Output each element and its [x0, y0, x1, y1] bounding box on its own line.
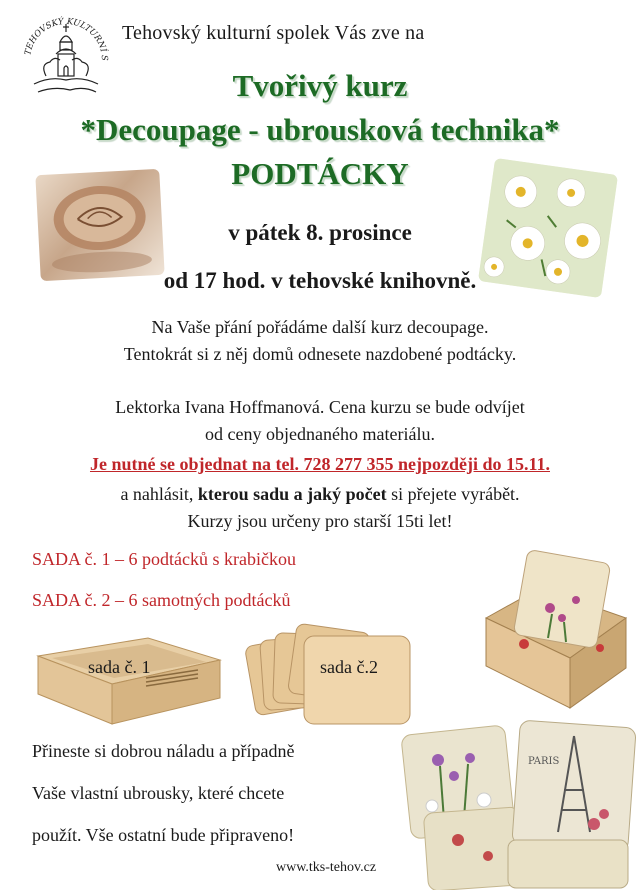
set-2-description: SADA č. 2 – 6 samotných podtácků [32, 590, 291, 610]
paris-coasters-photo [398, 700, 638, 890]
set-1-label: sada č. 1 [88, 657, 151, 677]
course-product: PODTÁCKY [231, 156, 409, 191]
order-suffix: si přejete vyrábět. [386, 484, 520, 504]
svg-text:TEHOVSKÝ KULTURNÍ SPOLEK [20, 6, 110, 61]
set-2-label: sada č.2 [320, 657, 378, 677]
event-time-place: od 17 hod. v tehovské knihovně. [163, 268, 477, 293]
event-date: v pátek 8. prosince [228, 220, 412, 245]
intro-line-1: Na Vaše přání pořádáme další kurz decoupage. [151, 317, 489, 337]
course-title: Tvořivý kurz [232, 68, 408, 103]
website-link[interactable]: www.tks-tehov.cz [276, 860, 377, 875]
invitation-text: Tehovský kulturní spolek Vás zve na [122, 22, 425, 44]
course-subtitle: *Decoupage - ubrousková technika* [80, 112, 560, 147]
closing-line-3: použít. Vše ostatní bude připraveno! [32, 825, 295, 845]
svg-text:PARIS: PARIS [528, 756, 560, 767]
closing-line-1: Přineste si dobrou náladu a případně [32, 741, 295, 761]
closing-line-2: Vaše vlastní ubrousky, které chcete [32, 783, 285, 803]
set-1-description: SADA č. 1 – 6 podtácků s krabičkou [32, 549, 296, 569]
intro-line-2: Tentokrát si z něj domů odnesete nazdobené podtácky. [123, 344, 517, 364]
lecturer-line-2: od ceny objednaného materiálu. [205, 424, 435, 444]
logo-text: TEHOVSKÝ KULTURNÍ S [23, 16, 110, 62]
order-emphasis: kterou sadu a jaký počet [197, 484, 387, 504]
order-prefix: a nahlásit, [120, 484, 198, 504]
lecturer-line-1: Lektorka Ivana Hoffmanová. Cena kurzu se bude odvíjet [115, 397, 525, 417]
order-instructions [0, 481, 640, 508]
age-requirement: Kurzy jsou určeny pro starší 15ti let! [187, 511, 453, 531]
decorated-box-photo [480, 548, 630, 718]
order-notice: Je nutné se objednat na tel. 728 277 355 nejpozději do 15.11. [89, 454, 550, 474]
